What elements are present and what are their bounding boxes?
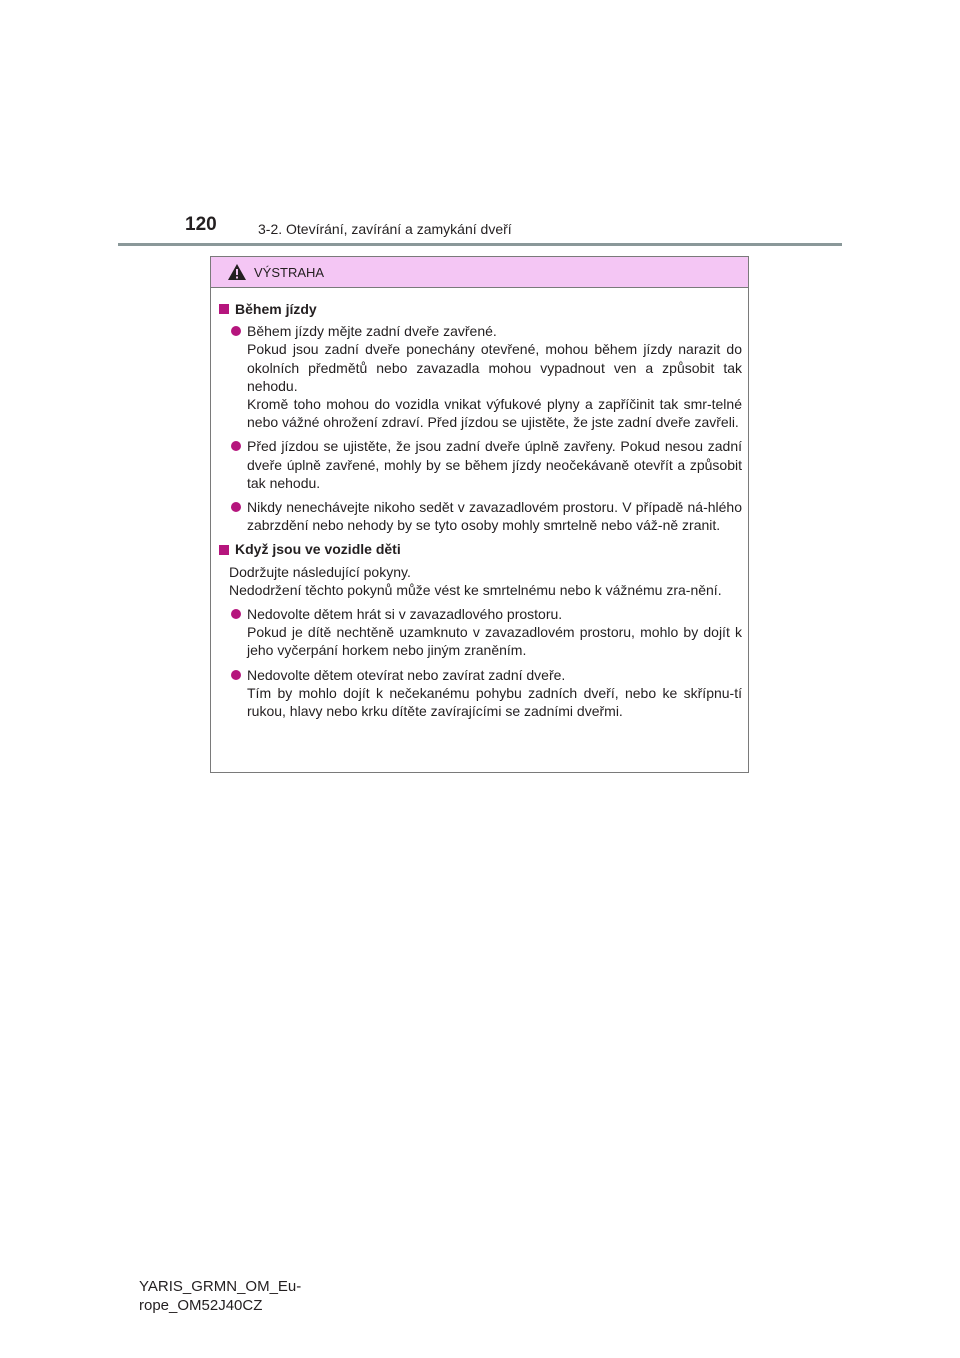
intro-line: Nedodržení těchto pokynů může vést ke smrtelnému nebo k vážnému zra-nění. [229,581,722,598]
intro-line: Dodržujte následující pokyny. [229,563,411,580]
warning-box [210,256,749,773]
section-heading-text: Během jízdy [235,301,317,317]
section-heading [217,300,742,318]
item-line: Před jízdou se ujistěte, že jsou zadní dveře úplně zavřeny. Pokud nesou zadní dveře úplně zavřené, mohly by se během jízdy neočekávaně otevřít a způsobit tak nehodu. [247,438,742,491]
list-item [217,605,742,660]
footer-line: YARIS_GRMN_OM_Eu- [139,1278,302,1295]
item-line: Nedovolte dětem otevírat nebo zavírat zadní dveře. [247,666,566,683]
item-line: Kromě toho mohou do vozidla vnikat výfukové plyny a zapříčinit tak smr-telné nebo vážné ohrožení zdraví. Před jízdou se ujistěte, že jste zadní dveře zavřeli. [247,396,742,431]
list-item [217,666,742,721]
section-heading-text: Když jsou ve vozidle děti [235,541,401,558]
header-divider [118,243,842,246]
footer-line: rope_OM52J40CZ [139,1297,263,1314]
dot-bullet-icon [231,609,241,619]
item-line: Tím by mohlo dojít k nečekanému pohybu zadních dveří, nebo ke skřípnu-tí rukou, hlavy nebo krku dítěte zavírajícími se zadními dveřmi. [247,684,742,720]
dot-bullet-icon [231,441,241,451]
page-number: 120 [185,214,217,235]
dot-bullet-icon [231,326,241,336]
section-heading [217,540,742,558]
list-item [217,437,742,492]
dot-bullet-icon [231,670,241,680]
square-bullet-icon [219,545,229,555]
list-item [217,498,742,534]
item-line: Pokud je dítě nechtěně uzamknuto v zavazadlovém prostoru, mohlo by dojít k jeho vyčerpání horkem nebo jiným zraněním. [247,624,742,659]
item-line: Pokud jsou zadní dveře ponechány otevřené, mohou během jízdy narazit do okolních předmětů nebo zavazadla mohou vypadnout ven a způsobit tak nehodu. [247,341,742,394]
list-item [217,322,742,431]
section-title: 3-2. Otevírání, zavírání a zamykání dveří [258,221,512,237]
item-line: Nedovolte dětem hrát si v zavazadlového prostoru. [247,606,563,623]
document-footer [139,1277,301,1315]
section-intro [217,563,742,599]
warning-header [211,257,748,288]
item-line: Během jízdy mějte zadní dveře zavřené. [247,323,497,340]
warning-triangle-icon [227,263,247,281]
warning-title: VÝSTRAHA [254,264,325,280]
warning-body [211,288,748,720]
square-bullet-icon [219,304,229,314]
dot-bullet-icon [231,502,241,512]
item-line: Nikdy nenechávejte nikoho sedět v zavazadlovém prostoru. V případě ná-hlého zabrzdění nebo nehody by se tyto osoby mohly smrtelně nebo váž-ně zranit. [247,499,742,534]
